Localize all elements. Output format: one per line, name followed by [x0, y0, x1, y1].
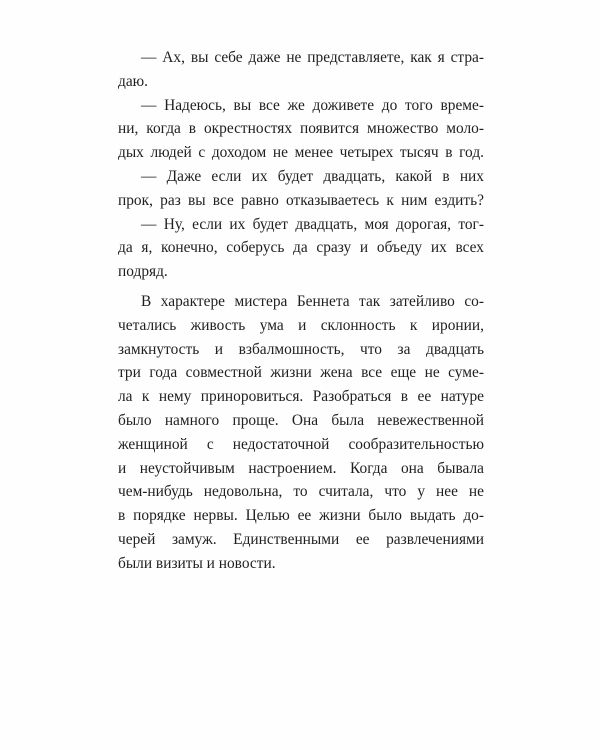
dialogue-paragraph-2	[118, 94, 484, 165]
text-line: — Ах, вы себе даже не представляете, как я стра-	[141, 49, 484, 66]
text-line: три года совместной жизни жена все еще не суме-	[118, 364, 484, 382]
text-line: четались живость ума и склонность к иронии,	[118, 316, 484, 334]
text-line: в порядке нервы. Целью ее жизни было выдать до-	[118, 507, 484, 525]
text-line: были визиты и новости.	[118, 554, 276, 572]
narrative-paragraph	[118, 290, 484, 576]
text-line: чем-нибудь недовольна, то считала, что у нее не	[118, 483, 484, 501]
text-line: и неустойчивым настроением. Когда она бывала	[118, 459, 484, 477]
text-line: замкнутость и взбалмошность, что за двадцать	[118, 340, 484, 358]
text-line: — Ну, если их будет двадцать, моя дорогая, тог-	[141, 215, 484, 233]
text-line: да я, конечно, соберусь да сразу и объеду их всех	[118, 239, 484, 257]
text-line: — Даже если их будет двадцать, какой в них	[141, 167, 484, 185]
text-line: подряд.	[118, 263, 168, 281]
text-line: даю.	[118, 72, 149, 90]
page-text	[118, 46, 484, 576]
dialogue-paragraph-3	[118, 165, 484, 213]
text-line: черей замуж. Единственными ее развлечениями	[118, 530, 484, 548]
text-line: было намного проще. Она была невежественной	[118, 411, 484, 429]
text-line: В характере мистера Беннета так затейливо со-	[141, 292, 484, 310]
text-line: — Надеюсь, вы все же доживете до того време-	[141, 96, 484, 114]
dialogue-paragraph-4	[118, 213, 484, 284]
text-line: прок, раз вы все равно отказываетесь к ним ездить?	[118, 191, 484, 209]
text-line: ла к нему приноровиться. Разобраться в ее натуре	[118, 388, 484, 406]
text-line: ни, когда в окрестностях появится множество моло-	[118, 120, 484, 138]
dialogue-paragraph-1	[118, 46, 484, 94]
text-line: дых людей с доходом не менее четырех тысяч в год.	[118, 144, 484, 162]
text-line: женщиной с недостаточной сообразительностью	[118, 435, 484, 453]
